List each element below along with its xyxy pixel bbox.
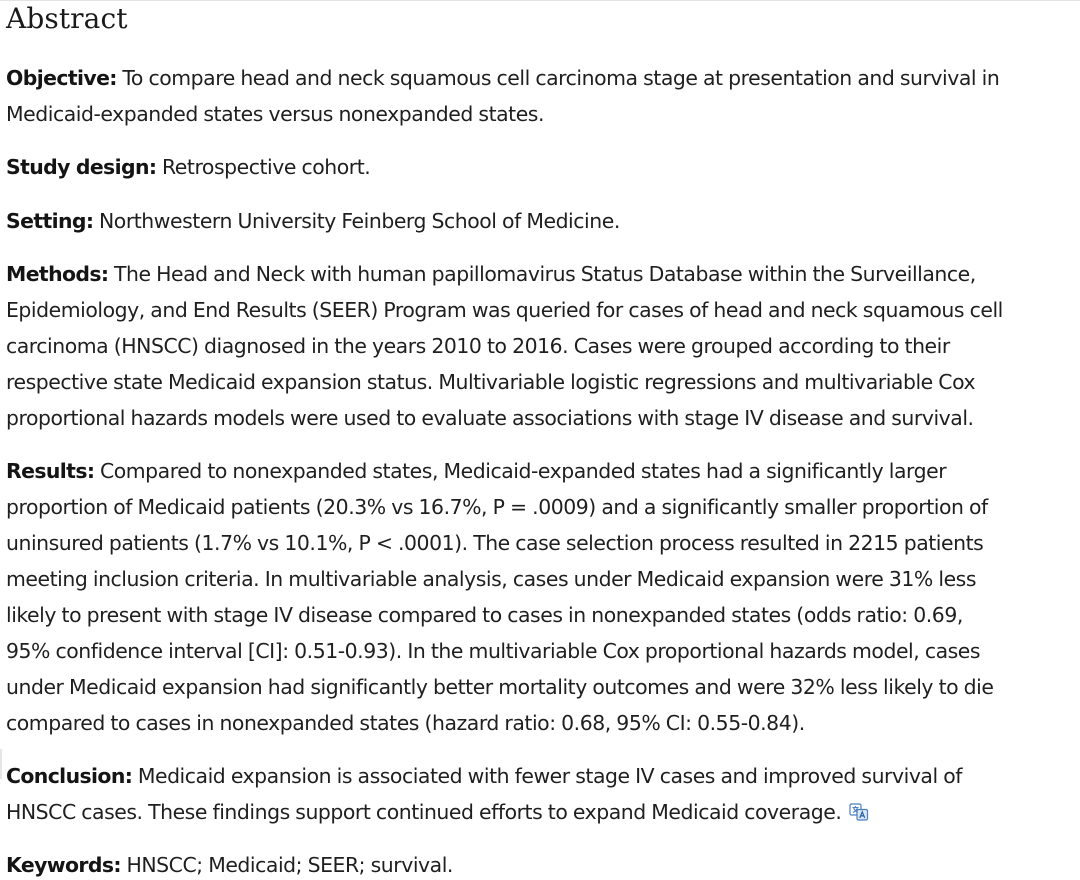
conclusion-line-1: Conclusion: Medicaid expansion is associated with fewer stage IV cases and improved survival of (6, 764, 962, 788)
setting-paragraph (6, 203, 1076, 239)
results-line-8: compared to cases in nonexpanded states (hazard ratio: 0.68, 95% CI: 0.55-0.84). (6, 711, 805, 735)
methods-line-5: proportional hazards models were used to evaluate associations with stage IV disease and survival. (6, 406, 974, 430)
methods-paragraph (6, 256, 1076, 436)
results-line-4: meeting inclusion criteria. In multivariable analysis, cases under Medicaid expansion were 31% less (6, 567, 977, 591)
results-label: Results: (6, 459, 95, 483)
study-design-line-1: Study design: Retrospective cohort. (6, 155, 371, 179)
study-design-paragraph (6, 149, 1076, 185)
objective-label: Objective: (6, 66, 117, 90)
results-line-2: proportion of Medicaid patients (20.3% vs 16.7%, P = .0009) and a significantly smaller proportion of (6, 495, 988, 519)
methods-line-3: carcinoma (HNSCC) diagnosed in the years 2010 to 2016. Cases were grouped according to their (6, 334, 950, 358)
keywords-label: Keywords: (6, 853, 121, 877)
methods-line-2: Epidemiology, and End Results (SEER) Program was queried for cases of head and neck squamous cell (6, 298, 1003, 322)
setting-line-1: Setting: Northwestern University Feinberg School of Medicine. (6, 209, 620, 233)
results-line-5: likely to present with stage IV disease compared to cases in nonexpanded states (odds ratio: 0.69, (6, 603, 963, 627)
results-line-6: 95% confidence interval [CI]: 0.51-0.93). In the multivariable Cox proportional hazards model, cases (6, 639, 981, 663)
abstract-heading: Abstract (6, 2, 128, 35)
study-design-label: Study design: (6, 155, 157, 179)
methods-line-1: Methods: The Head and Neck with human papillomavirus Status Database within the Surveillance, (6, 262, 976, 286)
methods-label: Methods: (6, 262, 109, 286)
results-line-3: uninsured patients (1.7% vs 10.1%, P < .0001). The case selection process resulted in 2215 patients (6, 531, 984, 555)
conclusion-paragraph (6, 758, 1076, 830)
results-paragraph (6, 453, 1076, 741)
results-line-1: Results: Compared to nonexpanded states, Medicaid-expanded states had a significantly larger (6, 459, 947, 483)
conclusion-line-2: HNSCC cases. These findings support continued efforts to expand Medicaid coverage. (6, 794, 1076, 830)
translate-icon[interactable] (849, 796, 869, 832)
results-line-7: under Medicaid expansion had significantly better mortality outcomes and were 32% less likely to die (6, 675, 994, 699)
objective-line-2: Medicaid-expanded states versus nonexpanded states. (6, 102, 545, 126)
keywords-paragraph (6, 847, 1076, 880)
keywords-line-1: Keywords: HNSCC; Medicaid; SEER; survival. (6, 853, 453, 877)
conclusion-label: Conclusion: (6, 764, 133, 788)
objective-line-1: Objective: To compare head and neck squamous cell carcinoma stage at presentation and survival in (6, 66, 1000, 90)
objective-paragraph (6, 60, 1076, 132)
methods-line-4: respective state Medicaid expansion status. Multivariable logistic regressions and multivariable Cox (6, 370, 976, 394)
setting-label: Setting: (6, 209, 94, 233)
left-margin-marker (0, 749, 2, 779)
